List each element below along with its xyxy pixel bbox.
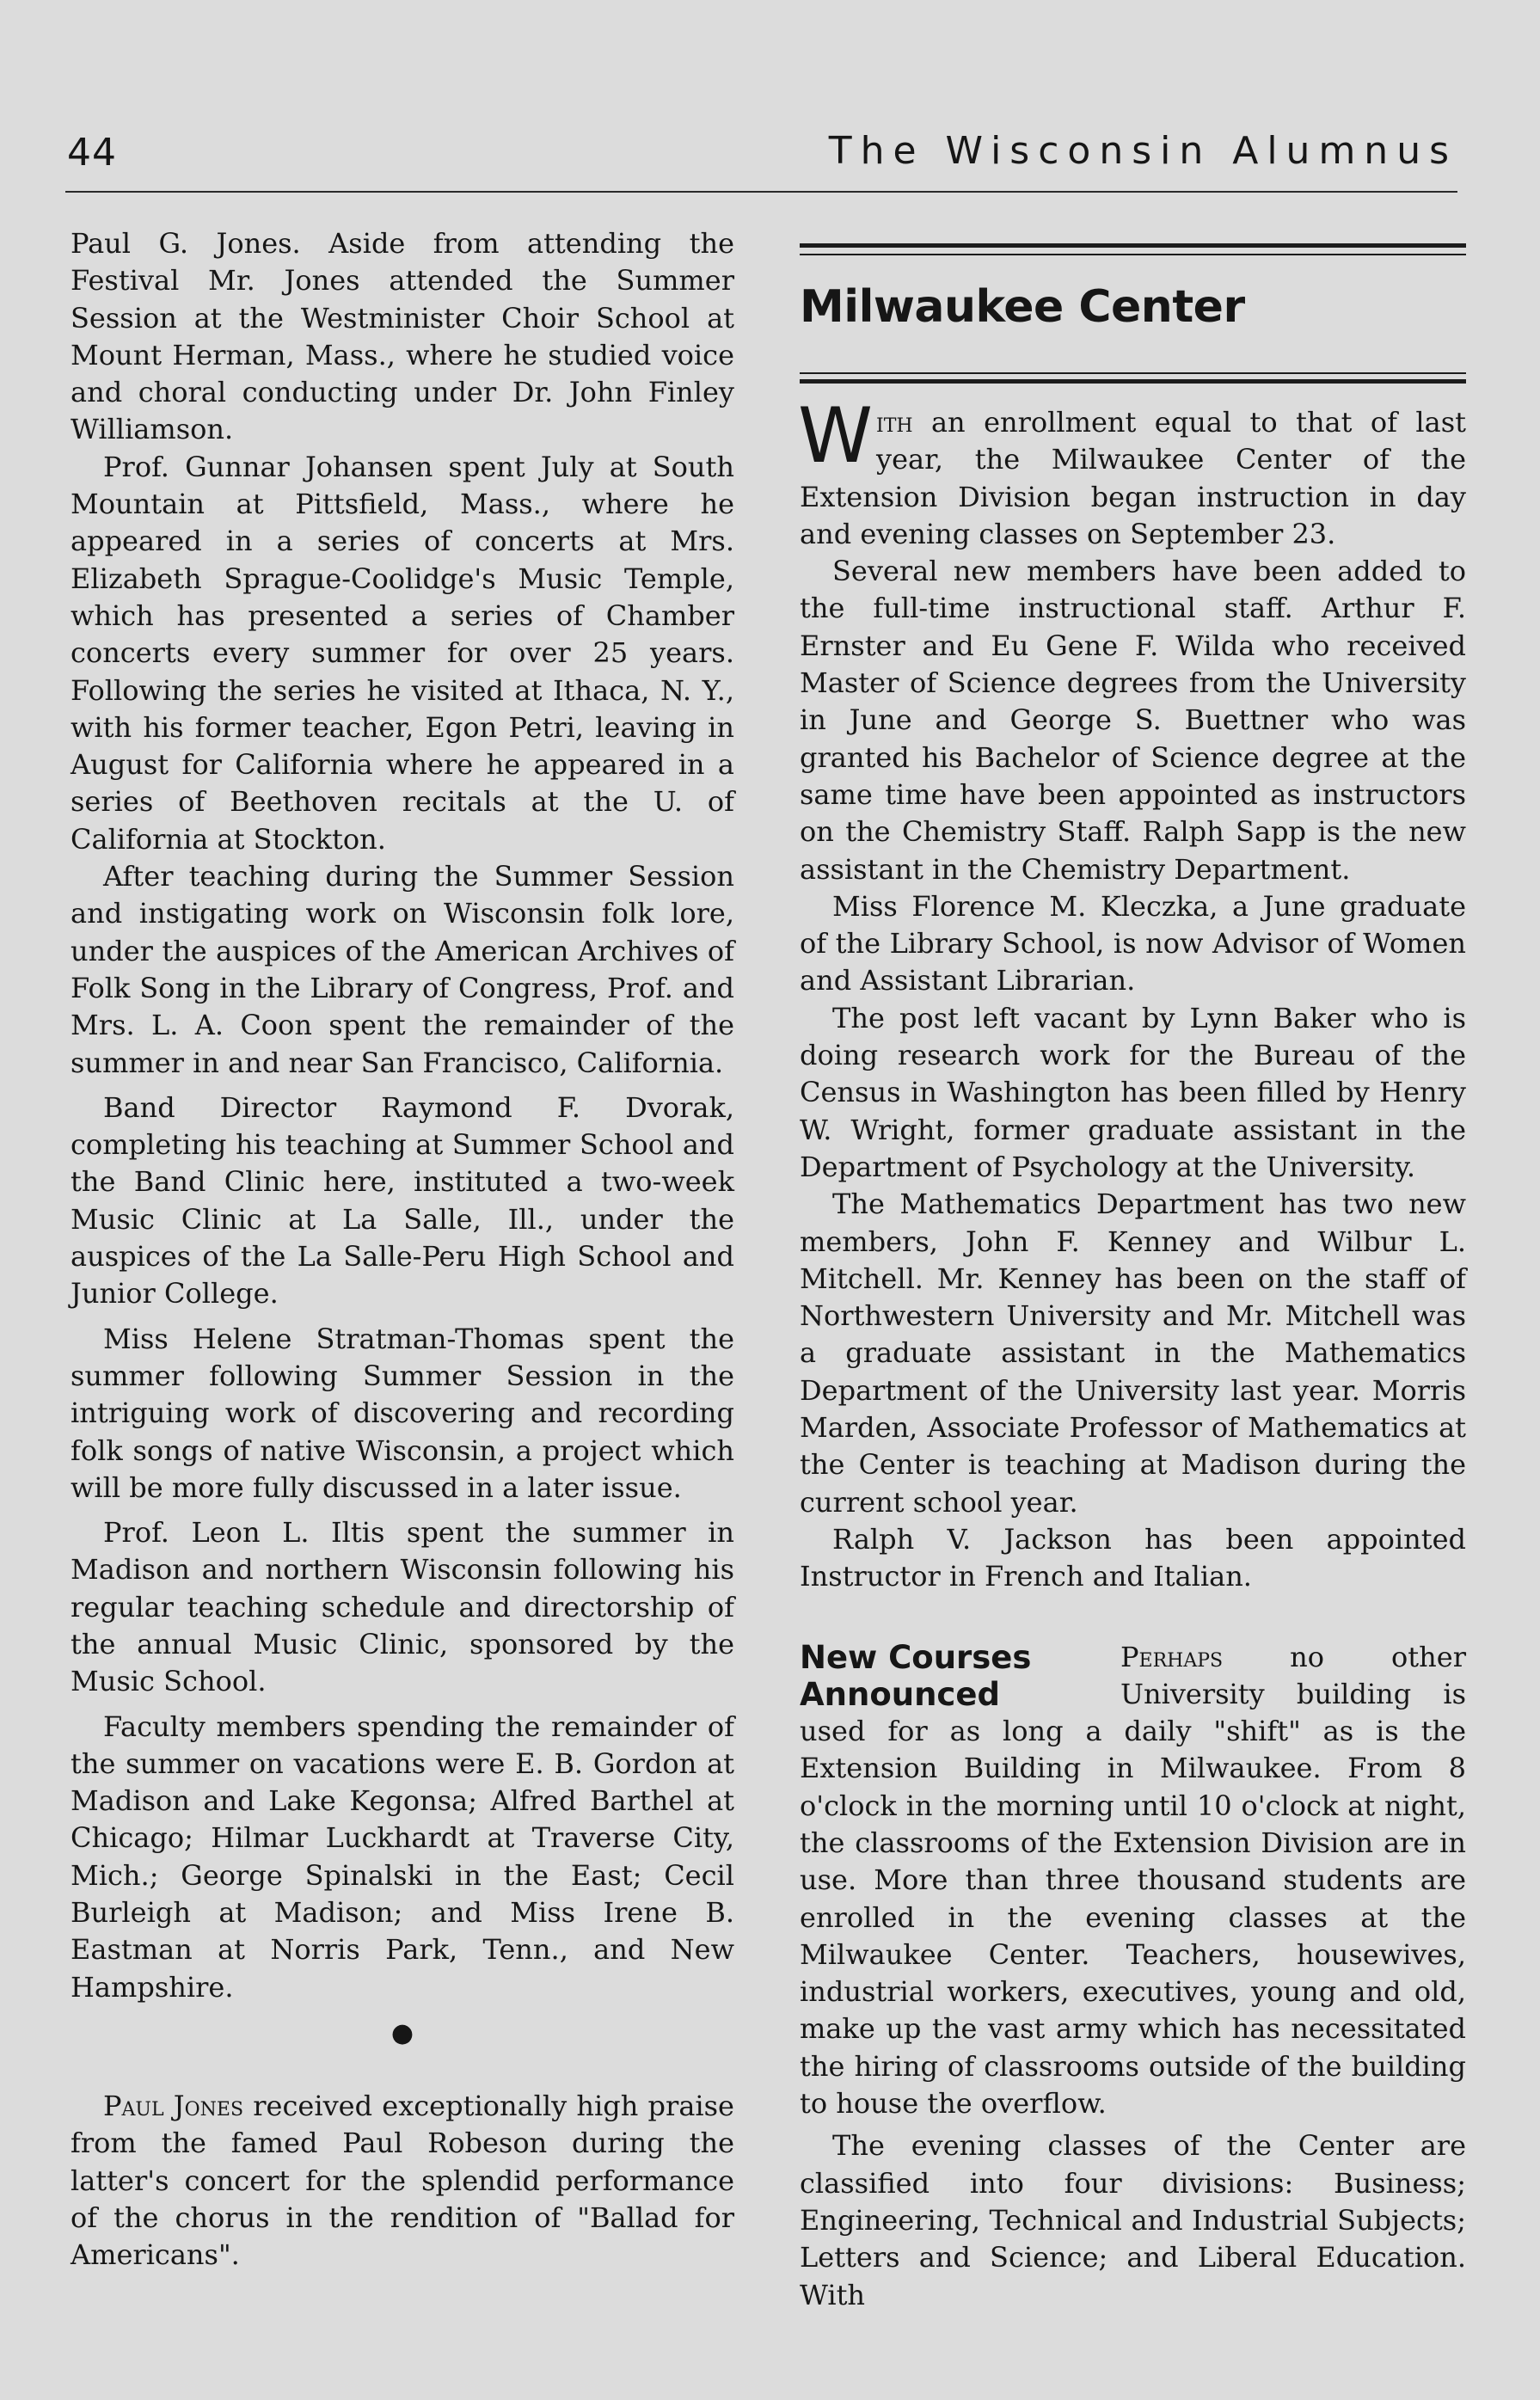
running-title: The Wisconsin Alumnus	[828, 129, 1457, 173]
right-paragraph-1-text: an enrollment equal to that of last year, the Milwaukee Center of the Extension Division began instruction in day and evening classes on September 23.	[800, 406, 1466, 550]
right-paragraph-4: The post left vacant by Lynn Baker who is doing research work for the Bureau of the Census in Washington has been filled by Henry W. Wright, former graduate assistant in the Department of Psychology at the University.	[800, 1001, 1466, 1183]
right-paragraph-3: Miss Florence M. Kleczka, a June graduate of the Library School, is now Advisor of Women and Assistant Librarian.	[800, 889, 1466, 997]
left-paragraph-2: Prof. Gunnar Johansen spent July at South Mountain at Pittsfield, Mass., where he appeared in a series of concerts at Mrs. Elizabeth Sprague-Coolidge's Music Temple, which has presented a series of Chamber concerts every summer for over 25 years. Following the series he visited at Ithaca, N. Y., with his former teacher, Egon Petri, leaving in August for California where he appeared in a series of Beethoven recitals at the U. of California at Stockton.	[71, 450, 734, 856]
left-paragraph-1: Paul G. Jones. Aside from attending the Festival Mr. Jones attended the Summer Session at the Westminister Choir School at Mount Herman, Mass., where he studied voice and choral conducting under Dr. John Finley Williamson.	[71, 227, 734, 446]
subhead-line-1: New Courses	[800, 1638, 1032, 1676]
right-paragraph-1	[798, 391, 1466, 553]
separator-bullet: ●	[390, 2017, 414, 2048]
section-rule-top	[800, 243, 1466, 248]
left-paragraph-7: Faculty members spending the remainder of the summer on vacations were E. B. Gordon at Madison and Lake Kegonsa; Alfred Barthel at Chicago; Hilmar Luckhardt at Traverse City, Mich.; George Spinalski in the East; Cecil Burleigh at Madison; and Miss Irene B. Eastman at Norris Park, Tenn., and New Hampshire.	[71, 1709, 734, 2004]
right-paragraph-7-lead: Perhaps	[1120, 1640, 1224, 1673]
subhead-new-courses	[800, 1639, 1096, 1713]
left-paragraph-4: Band Director Raymond F. Dvorak, completing his teaching at Summer School and the Band Clinic here, instituted a two-week Music Clinic at La Salle, Ill., under the auspices of the La Salle-Peru High School and Junior College.	[71, 1090, 734, 1310]
article-body	[798, 391, 1466, 2314]
right-paragraph-5: The Mathematics Department has two new members, John F. Kenney and Wilbur L. Mitchell. Mr. Kenney has been on the staff of Northwestern University and Mr. Mitchell was a graduate assistant in the Mathematics Department of the University last year. Morris Marden, Associate Professor of Mathematics at the Center is teaching at Madison during the current school year.	[800, 1188, 1466, 1519]
right-paragraph-1-lead: ith	[876, 406, 913, 439]
drop-cap: W	[798, 391, 874, 480]
section-rule-bottom-thin	[800, 372, 1466, 374]
right-paragraph-6: Ralph V. Jackson has been appointed Instructor in French and Italian.	[800, 1522, 1466, 1593]
subhead-block	[800, 1639, 1466, 2123]
left-paragraph-8-lead: Paul Jones	[103, 2089, 244, 2122]
right-paragraph-7-text: no other University building is used for as long a daily "shift" as is the Extension Building in Milwaukee. From 8 o'clock in the morning until 10 o'clock at night, the classrooms of the Extension Division are in use. More than three thousand students are enrolled in the evening classes at the Milwaukee Center. Teachers, housewives, industrial workers, executives, young and old, make up the vast army which has necessitated the hiring of classrooms outside of the building to house the overflow.	[800, 1640, 1466, 2121]
left-paragraph-8	[71, 2088, 734, 2274]
right-paragraph-2: Several new members have been added to the full-time instructional staff. Arthur F. Ernster and Eu Gene F. Wilda who received Master of Science degrees from the University in June and George S. Buettner who was granted his Bachelor of Science degree at the same time have been appointed as instructors on the Chemistry Staff. Ralph Sapp is the new assistant in the Chemistry Department.	[800, 555, 1466, 886]
left-paragraph-8-text: received exceptionally high praise from the famed Paul Robeson during the latter's concert for the splendid performance of the chorus in the rendition of "Ballad for Americans".	[71, 2089, 734, 2272]
right-column	[800, 0, 1466, 2400]
section-title: Milwaukee Center	[800, 281, 1245, 333]
section-rule-top-thin	[800, 254, 1466, 255]
right-paragraph-8: The evening classes of the Center are classified into four divisions: Business; Engineering, Technical and Industrial Subjects; Letters and Science; and Liberal Education. With	[800, 2129, 1466, 2311]
subhead-line-2: Announced	[800, 1675, 1000, 1713]
left-paragraph-3: After teaching during the Summer Session and instigating work on Wisconsin folk lore, under the auspices of the American Archives of Folk Song in the Library of Congress, Prof. and Mrs. L. A. Coon spent the remainder of the summer in and near San Francisco, California.	[71, 860, 734, 1079]
section-rule-bottom	[800, 379, 1466, 384]
page-number: 44	[67, 131, 117, 175]
left-paragraph-6: Prof. Leon L. Iltis spent the summer in Madison and northern Wisconsin following his regular teaching schedule and directorship of the annual Music Clinic, sponsored by the Music School.	[71, 1516, 734, 1698]
left-column	[71, 225, 734, 2274]
left-paragraph-5: Miss Helene Stratman-Thomas spent the summer following Summer Session in the intriguing work of discovering and recording folk songs of native Wisconsin, a project which will be more fully discussed in a later issue.	[71, 1322, 734, 1504]
